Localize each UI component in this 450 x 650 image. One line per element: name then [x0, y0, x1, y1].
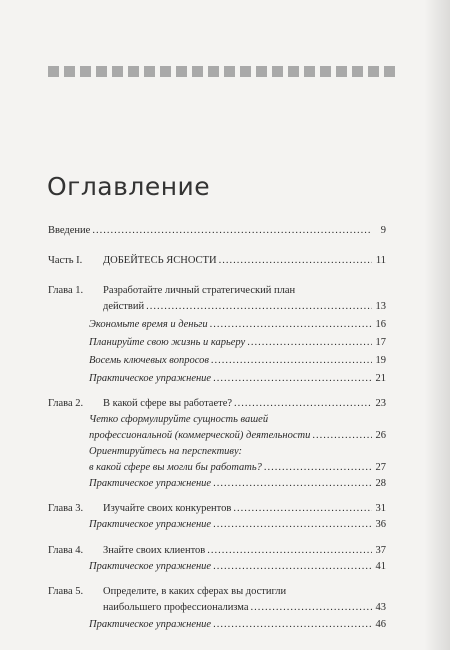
toc-chapter-5-line1[interactable] — [48, 585, 386, 598]
toc-page-number: 9 — [380, 225, 386, 236]
decor-square — [368, 66, 379, 77]
toc-subentry-title: Ориентируйтесь на перспективу: — [89, 446, 242, 457]
decor-square — [160, 66, 171, 77]
toc-page-number: 16 — [375, 319, 386, 330]
decor-square — [336, 66, 347, 77]
decor-square — [176, 66, 187, 77]
toc-page-number: 19 — [375, 355, 386, 366]
toc-subentry[interactable] — [89, 618, 386, 631]
toc-page-number: 37 — [375, 545, 386, 556]
toc-entry-intro[interactable] — [48, 224, 386, 237]
toc-subentry[interactable] — [89, 318, 386, 331]
toc-subentry[interactable] — [89, 336, 386, 349]
toc-subentry-line2[interactable] — [89, 461, 386, 474]
decor-square — [96, 66, 107, 77]
toc-subentry[interactable] — [89, 518, 386, 531]
toc-subentry[interactable] — [89, 477, 386, 490]
toc-entry-part1[interactable] — [48, 254, 386, 267]
toc-chapter-5-line2[interactable] — [103, 601, 386, 614]
toc-page-number: 31 — [375, 503, 386, 514]
decor-square — [256, 66, 267, 77]
toc-chapter-1-line2[interactable] — [103, 300, 386, 313]
toc-subentry-title: Планируйте свою жизнь и карьеру — [89, 337, 246, 348]
toc-chapter-label: Глава 3. — [48, 503, 84, 514]
toc-subentry-title: Экономьте время и деньги — [89, 319, 208, 330]
toc-subentry-line1[interactable] — [89, 413, 386, 426]
toc-subentry[interactable] — [89, 372, 386, 385]
toc-entry-title: наибольшего профессионализма — [103, 602, 249, 613]
toc-chapter-label: Глава 2. — [48, 398, 84, 409]
toc-chapter-1-line1[interactable] — [48, 284, 386, 297]
decor-square — [64, 66, 75, 77]
toc-part-label: Часть I. — [48, 255, 83, 266]
toc-page-number: 28 — [375, 478, 386, 489]
toc-subentry-title: Практическое упражнение — [89, 373, 212, 384]
toc-chapter-label: Глава 5. — [48, 586, 84, 597]
toc-entry-title: Изучайте своих конкурентов — [103, 503, 232, 514]
decor-square — [48, 66, 59, 77]
toc-chapter-4[interactable] — [48, 544, 386, 557]
leader-dots — [233, 502, 372, 515]
decor-square — [128, 66, 139, 77]
toc-chapter-label: Глава 4. — [48, 545, 84, 556]
toc-entry-title: Введение — [48, 225, 91, 236]
leader-dots — [211, 354, 372, 367]
toc-subentry[interactable] — [89, 354, 386, 367]
decor-square — [80, 66, 91, 77]
toc-page-number: 13 — [375, 301, 386, 312]
toc-page-number: 23 — [375, 398, 386, 409]
toc-chapter-2[interactable] — [48, 397, 386, 410]
decor-square — [288, 66, 299, 77]
leader-dots — [213, 477, 372, 490]
leader-dots — [264, 461, 372, 474]
leader-dots — [207, 544, 372, 557]
decor-square — [272, 66, 283, 77]
toc-subentry-title: профессиональной (коммерческой) деятельности — [89, 430, 311, 441]
toc-chapter-3[interactable] — [48, 502, 386, 515]
toc-entry-title: Определите, в каких сферах вы достигли — [103, 586, 287, 597]
decor-square — [192, 66, 203, 77]
toc-entry-title: Разработайте личный стратегический план — [103, 285, 296, 296]
decor-square — [240, 66, 251, 77]
leader-dots — [92, 224, 372, 237]
toc-subentry-title: Практическое упражнение — [89, 519, 212, 530]
decor-square — [112, 66, 123, 77]
leader-dots — [213, 618, 372, 631]
page-edge-shadow — [424, 0, 450, 650]
decorative-square-band — [48, 66, 408, 78]
toc-chapter-label: Глава 1. — [48, 285, 84, 296]
toc-entry-title: В какой сфере вы работаете? — [103, 398, 233, 409]
toc-subentry-title: Практическое упражнение — [89, 619, 212, 630]
leader-dots — [213, 560, 372, 573]
leader-dots — [251, 601, 372, 614]
decor-square — [144, 66, 155, 77]
toc-subentry-title: Восемь ключевых вопросов — [89, 355, 209, 366]
toc-subentry-line2[interactable] — [89, 429, 386, 442]
decor-square — [320, 66, 331, 77]
toc-page-number: 27 — [375, 462, 386, 473]
leader-dots — [213, 518, 372, 531]
leader-dots — [213, 372, 372, 385]
toc-subentry-title: в какой сфере вы могли бы работать? — [89, 462, 262, 473]
toc-entry-title: ДОБЕЙТЕСЬ ЯСНОСТИ — [103, 255, 217, 266]
leader-dots — [312, 429, 372, 442]
toc-subentry-line1[interactable] — [89, 445, 386, 458]
decor-square — [384, 66, 395, 77]
toc-entry-title: действий — [103, 301, 145, 312]
decor-square — [208, 66, 219, 77]
page-title: Оглавление — [47, 172, 211, 201]
leader-dots — [247, 336, 372, 349]
toc-subentry-title: Практическое упражнение — [89, 478, 212, 489]
decor-square — [304, 66, 315, 77]
toc-page-number: 43 — [375, 602, 386, 613]
toc-subentry[interactable] — [89, 560, 386, 573]
toc-page-number: 17 — [375, 337, 386, 348]
leader-dots — [219, 254, 372, 267]
leader-dots — [210, 318, 372, 331]
toc-page-number: 46 — [375, 619, 386, 630]
decor-square — [352, 66, 363, 77]
toc-page-number: 41 — [375, 561, 386, 572]
toc-page-number: 36 — [375, 519, 386, 530]
toc-subentry-title: Четко сформулируйте сущность вашей — [89, 414, 269, 425]
toc-page-number: 21 — [375, 373, 386, 384]
toc-page-number: 11 — [375, 255, 386, 266]
leader-dots — [146, 300, 372, 313]
toc-entry-title: Знайте своих клиентов — [103, 545, 206, 556]
decor-square — [224, 66, 235, 77]
toc-page-number: 26 — [375, 430, 386, 441]
leader-dots — [234, 397, 372, 410]
toc-subentry-title: Практическое упражнение — [89, 561, 212, 572]
